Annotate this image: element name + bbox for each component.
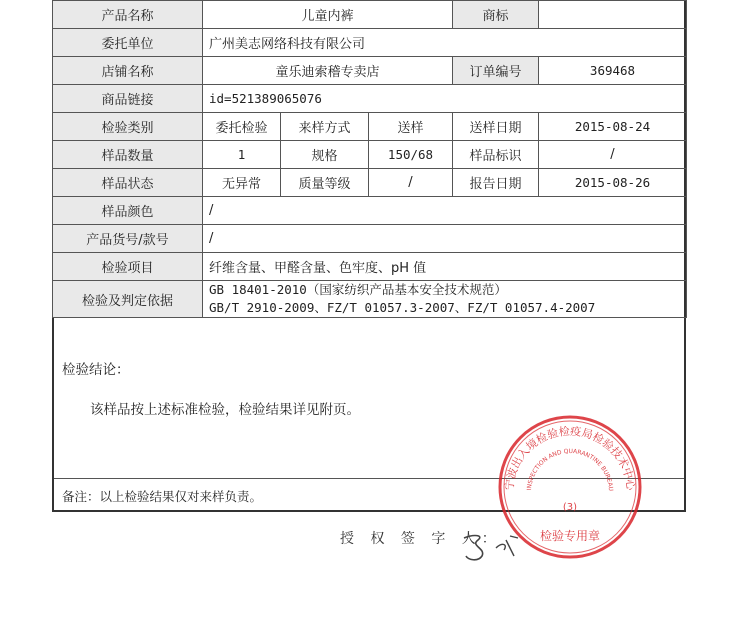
sample-mark-value: / bbox=[539, 141, 687, 169]
qty-label: 样品数量 bbox=[53, 141, 203, 169]
spec-label: 规格 bbox=[281, 141, 369, 169]
row-basis bbox=[53, 281, 687, 318]
row-client bbox=[53, 29, 687, 57]
row-link bbox=[53, 85, 687, 113]
sampling-value: 送样 bbox=[369, 113, 453, 141]
sampling-label: 来样方式 bbox=[281, 113, 369, 141]
spec-value: 150/68 bbox=[369, 141, 453, 169]
link-value: id=521389065076 bbox=[203, 85, 687, 113]
row-items bbox=[53, 253, 687, 281]
article-value: / bbox=[203, 225, 687, 253]
article-label: 产品货号/款号 bbox=[53, 225, 203, 253]
seal-bottom-text: 检验专用章 bbox=[539, 529, 601, 543]
conclusion-text: 该样品按上述标准检验，检验结果详见附页。 bbox=[90, 402, 360, 418]
basis-value bbox=[203, 281, 687, 318]
row-inspect-type bbox=[53, 113, 687, 141]
report-date-value: 2015-08-26 bbox=[539, 169, 687, 197]
qty-value: 1 bbox=[203, 141, 281, 169]
send-date-label: 送样日期 bbox=[453, 113, 539, 141]
conclusion-title: 检验结论： bbox=[62, 362, 130, 378]
trademark-value bbox=[539, 1, 687, 29]
basis-line-2: GB/T 2910-2009、FZ/T 01057.3-2007、FZ/T 01057.4-2007 bbox=[209, 300, 596, 315]
seal-top-text: 宁波出入境检验检疫局检验技术中心 bbox=[502, 424, 638, 492]
color-label: 样品颜色 bbox=[53, 197, 203, 225]
row-product-name bbox=[53, 1, 687, 29]
signer-label: 授 权 签 字 人： bbox=[340, 531, 502, 547]
client-label: 委托单位 bbox=[53, 29, 203, 57]
inspection-table bbox=[52, 0, 687, 318]
inspect-type-value: 委托检验 bbox=[203, 113, 281, 141]
row-quantity bbox=[53, 141, 687, 169]
product-name-label: 产品名称 bbox=[53, 1, 203, 29]
row-article bbox=[53, 225, 687, 253]
seal-english-text: INSPECTION AND QUARANTINE BUREAU bbox=[526, 447, 615, 492]
color-value: / bbox=[203, 197, 687, 225]
row-color bbox=[53, 197, 687, 225]
shop-label: 店铺名称 bbox=[53, 57, 203, 85]
inspect-type-label: 检验类别 bbox=[53, 113, 203, 141]
grade-value: / bbox=[369, 169, 453, 197]
row-shop bbox=[53, 57, 687, 85]
seal-number: (3) bbox=[562, 502, 578, 513]
state-value: 无异常 bbox=[203, 169, 281, 197]
official-seal bbox=[495, 412, 645, 562]
order-label: 订单编号 bbox=[453, 57, 539, 85]
order-value: 369468 bbox=[539, 57, 687, 85]
trademark-label: 商标 bbox=[453, 1, 539, 29]
basis-label: 检验及判定依据 bbox=[53, 281, 203, 318]
client-value: 广州美志网络科技有限公司 bbox=[203, 29, 687, 57]
product-name-value: 儿童内裤 bbox=[203, 1, 453, 29]
sample-mark-label: 样品标识 bbox=[453, 141, 539, 169]
basis-line-1: GB 18401-2010（国家纺织产品基本安全技术规范） bbox=[209, 282, 507, 297]
row-state bbox=[53, 169, 687, 197]
shop-value: 童乐迪索稽专卖店 bbox=[203, 57, 453, 85]
link-label: 商品链接 bbox=[53, 85, 203, 113]
send-date-value: 2015-08-24 bbox=[539, 113, 687, 141]
items-value: 纤维含量、甲醛含量、色牢度、pH 值 bbox=[203, 253, 687, 281]
items-label: 检验项目 bbox=[53, 253, 203, 281]
state-label: 样品状态 bbox=[53, 169, 203, 197]
report-date-label: 报告日期 bbox=[453, 169, 539, 197]
remark-text: 备注：以上检验结果仅对来样负责。 bbox=[62, 489, 263, 504]
grade-label: 质量等级 bbox=[281, 169, 369, 197]
